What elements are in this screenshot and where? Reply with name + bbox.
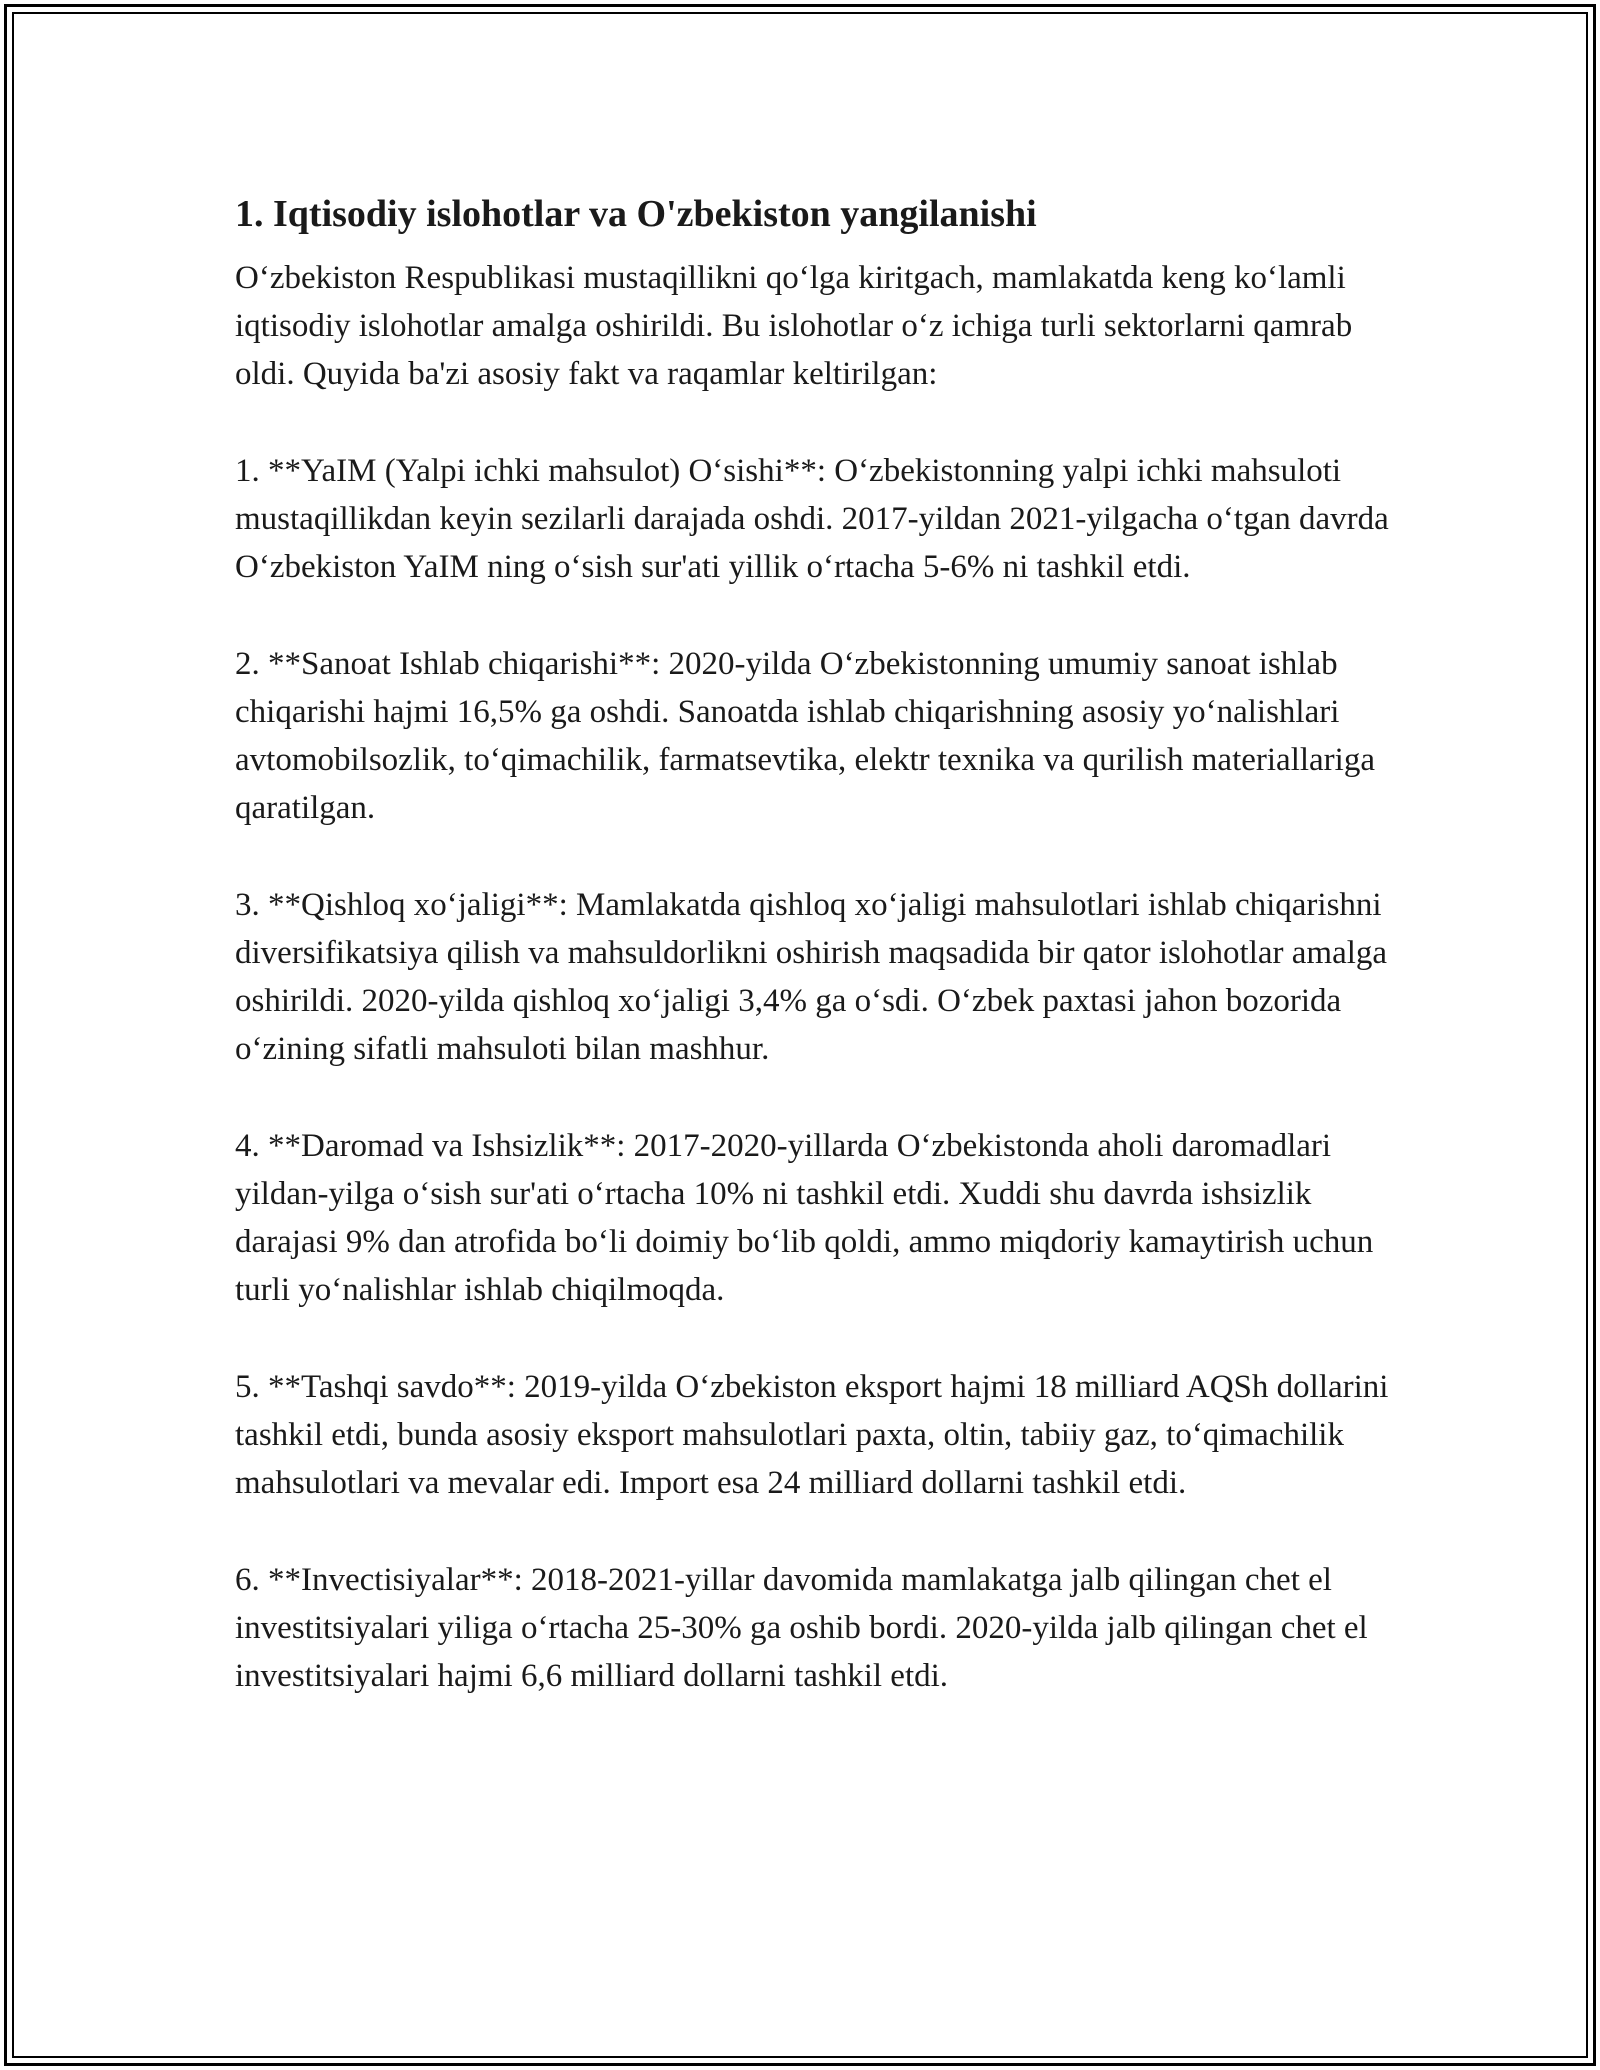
list-item-income-unemployment: 4. **Daromad va Ishsizlik**: 2017-2020-yillarda O‘zbekistonda aholi daromadlari yildan-yilga o‘sish sur'ati o‘rtacha 10% ni tashkil etdi. Xuddi shu davrda ishsizlik darajasi 9% dan atrofida bo‘li doimiy bo‘lib qoldi, ammo miqdoriy kamaytirish uchun turli yo‘nalishlar ishlab chiqilmoqda. [235,1128,1374,1308]
intro-paragraph: O‘zbekiston Respublikasi mustaqillikni qo‘lga kiritgach, mamlakatda keng ko‘lamli iqtisodiy islohotlar amalga oshirildi. Bu islohotlar o‘z ichiga turli sektorlarni qamrab oldi. Quyida ba'zi asosiy fakt va raqamlar keltirilgan: [235,260,1353,392]
list-item-industry: 2. **Sanoat Ishlab chiqarishi**: 2020-yilda O‘zbekistonning umumiy sanoat ishlab chiqarishi hajmi 16,5% ga oshdi. Sanoatda ishlab chiqarishning asosiy yo‘nalishlari avtomobilsozlik, to‘qimachilik, farmatsevtika, elektr texnika va qurilish materiallariga qaratilgan. [235,646,1375,826]
list-item-agriculture: 3. **Qishloq xo‘jaligi**: Mamlakatda qishloq xo‘jaligi mahsulotlari ishlab chiqarishni diversifikatsiya qilish va mahsuldorlikni oshirish maqsadida bir qator islohotlar amalga oshirildi. 2020-yilda qishloq xo‘jaligi 3,4% ga o‘sdi. O‘zbek paxtasi jahon bozorida o‘zining sifatli mahsuloti bilan mashhur. [235,887,1388,1067]
document-body [235,186,1395,1749]
document-title: 1. Iqtisodiy islohotlar va O'zbekiston yangilanishi [235,193,1037,235]
list-item-gdp: 1. **YaIM (Yalpi ichki mahsulot) O‘sishi**: O‘zbekistonning yalpi ichki mahsuloti mustaqillikdan keyin sezilarli darajada oshdi. 2017-yildan 2021-yilgacha o‘tgan davrda O‘zbekiston YaIM ning o‘sish sur'ati yillik o‘rtacha 5-6% ni tashkil etdi. [235,453,1389,585]
list-item-foreign-trade: 5. **Tashqi savdo**: 2019-yilda O‘zbekiston eksport hajmi 18 milliard AQSh dollarini tashkil etdi, bunda asosiy eksport mahsulotlari paxta, oltin, tabiiy gaz, to‘qimachilik mahsulotlari va mevalar edi. Import esa 24 milliard dollarni tashkil etdi. [235,1369,1389,1501]
list-item-investments: 6. **Invectisiyalar**: 2018-2021-yillar davomida mamlakatga jalb qilingan chet el investitsiyalari yiliga o‘rtacha 25-30% ga oshib bordi. 2020-yilda jalb qilingan chet el investitsiyalari hajmi 6,6 milliard dollarni tashkil etdi. [235,1562,1368,1694]
